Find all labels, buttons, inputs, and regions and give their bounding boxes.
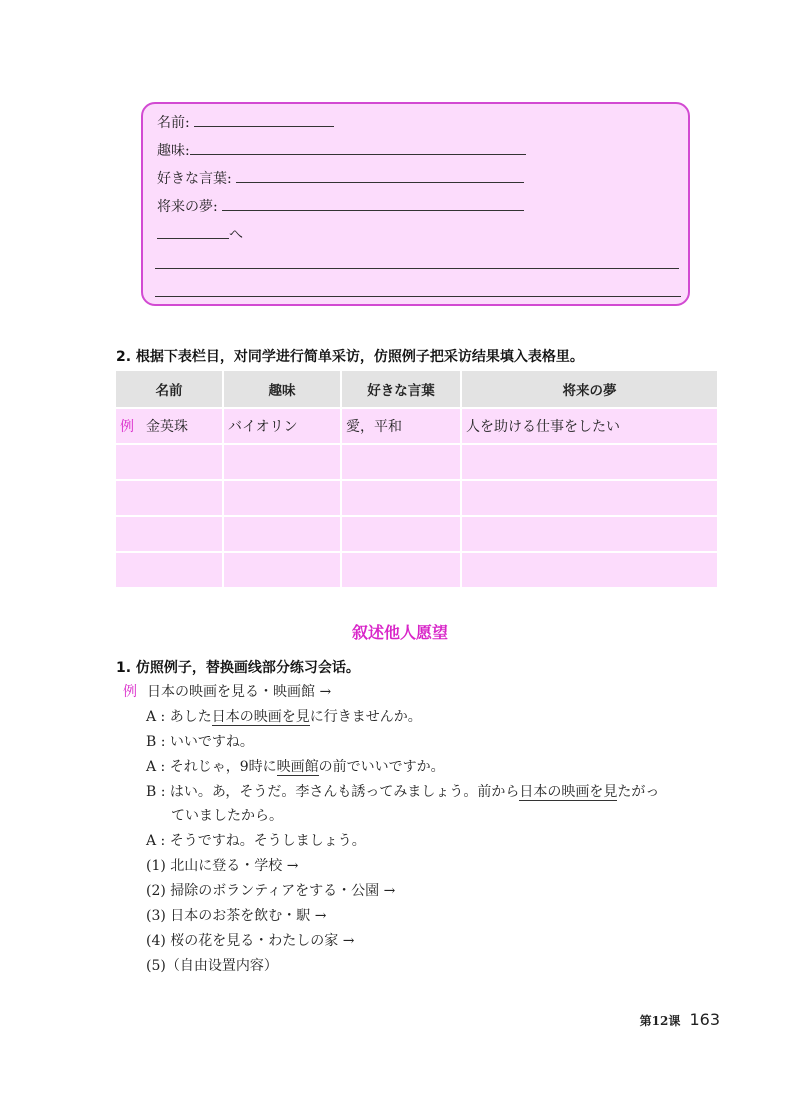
table-cell[interactable] bbox=[341, 516, 461, 552]
example-prompt: 日本の映画を見る・映画館 → bbox=[147, 684, 332, 700]
profile-card bbox=[141, 102, 690, 306]
dialogue-line-b2 bbox=[146, 782, 659, 802]
word-blank[interactable] bbox=[236, 168, 524, 183]
dream-blank[interactable] bbox=[222, 196, 524, 211]
table-cell[interactable] bbox=[223, 516, 341, 552]
table-cell[interactable] bbox=[116, 516, 223, 552]
survey-table bbox=[116, 371, 717, 587]
a1-post: に行きませんか。 bbox=[309, 709, 422, 725]
lesson-label: 第12课 bbox=[639, 1014, 681, 1028]
table-header-row bbox=[116, 371, 717, 408]
hobby-blank[interactable] bbox=[190, 140, 526, 155]
name-line bbox=[157, 112, 334, 132]
table-cell[interactable] bbox=[461, 480, 717, 516]
table-cell[interactable] bbox=[223, 444, 341, 480]
header-hobby: 趣味 bbox=[223, 371, 341, 408]
table-row bbox=[116, 444, 717, 480]
table-cell[interactable] bbox=[223, 552, 341, 587]
dream-label: 将来の夢: bbox=[157, 199, 218, 215]
hobby-line bbox=[157, 140, 526, 160]
a2-post: の前でいいですか。 bbox=[318, 759, 445, 775]
name-label: 名前: bbox=[157, 115, 190, 131]
table-cell[interactable] bbox=[116, 444, 223, 480]
table-cell[interactable] bbox=[461, 516, 717, 552]
table-cell[interactable] bbox=[223, 480, 341, 516]
cell-name bbox=[116, 408, 223, 444]
table-row-example bbox=[116, 408, 717, 444]
example-name: 金英珠 bbox=[146, 419, 188, 435]
dialogue-line-b1: B : いいですね。 bbox=[146, 734, 254, 750]
table-cell[interactable] bbox=[116, 552, 223, 587]
to-blank[interactable] bbox=[157, 224, 229, 239]
cell-word: 愛，平和 bbox=[341, 408, 461, 444]
b2-post: たがっ bbox=[617, 784, 660, 800]
header-name: 名前 bbox=[116, 371, 223, 408]
section-title: 叙述他人愿望 bbox=[351, 623, 448, 642]
table-row bbox=[116, 552, 717, 587]
table-cell[interactable] bbox=[461, 552, 717, 587]
list-item: (2) 掃除のボランティアをする・公園 → bbox=[146, 883, 396, 899]
b2-underlined: 日本の映画を見 bbox=[519, 784, 618, 800]
list-item: (4) 桜の花を見る・わたしの家 → bbox=[146, 933, 355, 949]
q2-title: 2. 根据下表栏目，对同学进行简单采访，仿照例子把采访结果填入表格里。 bbox=[116, 349, 584, 365]
header-dream: 将来の夢 bbox=[461, 371, 717, 408]
a2-pre: A : それじゃ，9時に bbox=[146, 759, 277, 775]
cell-dream: 人を助ける仕事をしたい bbox=[461, 408, 717, 444]
dialogue-line-b2-cont: ていましたから。 bbox=[171, 808, 283, 824]
table-cell[interactable] bbox=[341, 552, 461, 587]
to-suffix: へ bbox=[229, 227, 243, 243]
list-item: (5)（自由设置内容） bbox=[146, 958, 278, 974]
b2-pre: B : はい。あ，そうだ。李さんも誘ってみましょう。前から bbox=[146, 784, 520, 800]
a2-underlined: 映画館 bbox=[276, 759, 319, 775]
message-rule-1[interactable] bbox=[155, 268, 679, 269]
table-cell[interactable] bbox=[341, 444, 461, 480]
page-number: 163 bbox=[689, 1010, 720, 1029]
a1-underlined: 日本の映画を見 bbox=[211, 709, 310, 725]
to-line bbox=[157, 224, 243, 244]
page-footer bbox=[640, 1010, 720, 1029]
word-label: 好きな言葉: bbox=[157, 171, 232, 187]
message-rule-2[interactable] bbox=[155, 296, 681, 297]
hobby-label: 趣味: bbox=[157, 143, 190, 159]
header-word: 好きな言葉 bbox=[341, 371, 461, 408]
cell-hobby: バイオリン bbox=[223, 408, 341, 444]
dialogue-line-a1 bbox=[146, 707, 422, 727]
table-cell[interactable] bbox=[461, 444, 717, 480]
table-row bbox=[116, 480, 717, 516]
example-line bbox=[123, 682, 331, 702]
list-item: (1) 北山に登る・学校 → bbox=[146, 858, 299, 874]
table-cell[interactable] bbox=[341, 480, 461, 516]
a1-pre: A : あした bbox=[146, 709, 212, 725]
list-item: (3) 日本のお茶を飲む・駅 → bbox=[146, 908, 327, 924]
table-row bbox=[116, 516, 717, 552]
q1-title: 1. 仿照例子，替换画线部分练习会话。 bbox=[116, 660, 360, 676]
example-mark: 例 bbox=[123, 684, 137, 700]
dialogue-line-a2 bbox=[146, 757, 445, 777]
dialogue-line-a3: A : そうですね。そうしましょう。 bbox=[146, 833, 366, 849]
table-cell[interactable] bbox=[116, 480, 223, 516]
example-mark: 例 bbox=[120, 419, 134, 435]
name-blank[interactable] bbox=[194, 112, 334, 127]
word-line bbox=[157, 168, 524, 188]
dream-line bbox=[157, 196, 524, 216]
